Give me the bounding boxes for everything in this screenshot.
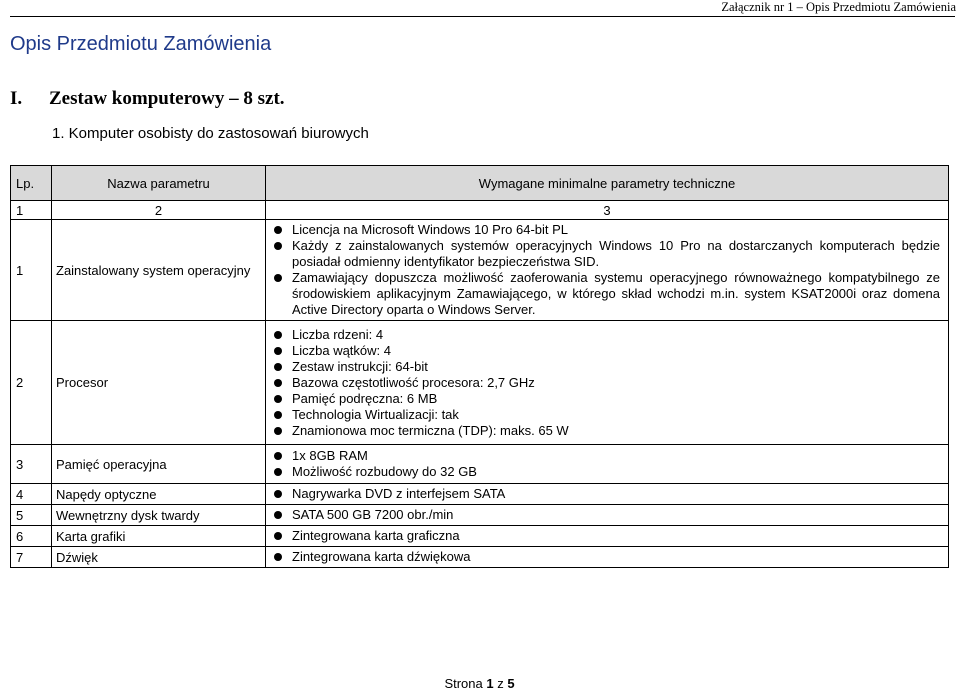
col-number: 1 [11,201,52,220]
row-param-name: Napędy optyczne [52,484,266,505]
header-rule [10,16,955,17]
row-param-name: Pamięć operacyjna [52,445,266,484]
col-number: 3 [266,201,949,220]
table-row [11,484,949,505]
footer-prefix: Strona [444,676,487,691]
table-row [11,321,949,445]
section-title [10,88,285,110]
list-item: Licencja na Microsoft Windows 10 Pro 64-bit PL [292,222,940,238]
table-row [11,445,949,484]
footer-total: 5 [507,676,515,691]
header-lp: Lp. [11,166,52,201]
row-param-name: Procesor [52,321,266,445]
row-param-name: Zainstalowany system operacyjny [52,220,266,321]
list-item: Technologia Wirtualizacji: tak [292,407,940,423]
row-requirements [266,321,949,445]
row-param-name: Wewnętrzny dysk twardy [52,505,266,526]
list-item: Nagrywarka DVD z interfejsem SATA [292,486,940,502]
list-item: Zamawiający dopuszcza możliwość zaoferowania systemu operacyjnego równoważnego kompatybilnego ze środowiskiem aplikacyjnym Zamawiającego, w którego skład wchodzi m.in. system KSAT2000i oraz domena Active Directory oparta o Windows Server. [292,270,940,317]
row-requirements [266,484,949,505]
row-requirements [266,445,949,484]
list-item: SATA 500 GB 7200 obr./min [292,507,940,523]
list-item: Możliwość rozbudowy do 32 GB [292,464,940,480]
document-title: Opis Przedmiotu Zamówienia [10,33,272,55]
row-requirements [266,526,949,547]
footer-sep: z [493,676,508,691]
row-lp: 3 [11,445,52,484]
row-lp: 5 [11,505,52,526]
row-lp: 4 [11,484,52,505]
col-number: 2 [52,201,266,220]
list-item: Liczba wątków: 4 [292,343,940,359]
header-param-name: Nazwa parametru [52,166,266,201]
row-lp: 7 [11,547,52,568]
table-row [11,526,949,547]
list-item: 1x 8GB RAM [292,448,940,464]
footer-page: 1 [486,676,494,691]
row-param-name: Karta grafiki [52,526,266,547]
section-title-text: Zestaw komputerowy – 8 szt. [49,88,285,109]
row-lp: 1 [11,220,52,321]
row-param-name: Dźwięk [52,547,266,568]
spec-table [10,165,949,568]
row-requirements [266,547,949,568]
table-row [11,220,949,321]
list-item: Zintegrowana karta dźwiękowa [292,549,940,565]
table-row [11,505,949,526]
row-requirements [266,505,949,526]
list-item: Zintegrowana karta graficzna [292,528,940,544]
list-item: Zestaw instrukcji: 64-bit [292,359,940,375]
subsection-title: 1. Komputer osobisty do zastosowań biurowych [52,125,369,142]
list-item: Pamięć podręczna: 6 MB [292,391,940,407]
row-requirements [266,220,949,321]
column-number-row [11,201,949,220]
list-item: Znamionowa moc termiczna (TDP): maks. 65 W [292,423,940,439]
list-item: Każdy z zainstalowanych systemów operacyjnych Windows 10 Pro na dostarczanych komputerach będzie posiadał odmienny identyfikator bezpieczeństwa SID. [292,238,940,269]
table-row [11,547,949,568]
section-number: I. [10,88,23,109]
table-header-row [11,166,949,201]
header-requirements: Wymagane minimalne parametry techniczne [266,166,949,201]
list-item: Bazowa częstotliwość procesora: 2,7 GHz [292,375,940,391]
row-lp: 2 [11,321,52,445]
row-lp: 6 [11,526,52,547]
list-item: Liczba rdzeni: 4 [292,327,940,343]
header-attachment-label: Załącznik nr 1 – Opis Przedmiotu Zamówienia [721,0,956,14]
